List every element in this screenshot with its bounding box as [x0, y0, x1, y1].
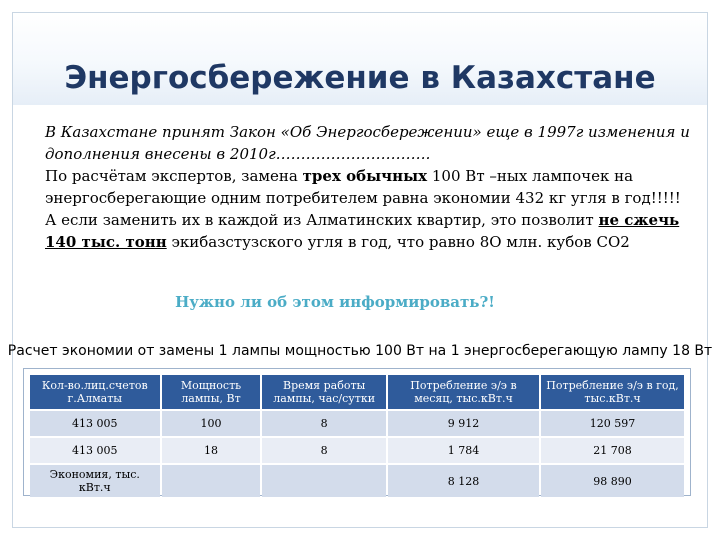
almaty-paragraph	[45, 209, 705, 253]
table-cell: 8	[262, 411, 385, 436]
table-row-total	[30, 465, 684, 497]
question-text: Нужно ли об этом информировать?!	[175, 293, 495, 311]
table-cell: 1 784	[388, 438, 539, 463]
table-cell: 413 005	[30, 438, 160, 463]
table-cell: 18	[162, 438, 261, 463]
law-paragraph: В Казахстане принят Закон «Об Энергосбережении» еще в 1997г изменения и дополнения внесены в 2010г………………………….	[45, 123, 690, 163]
economy-table	[28, 373, 686, 499]
almaty-text-underlined: не сжечь 140 тыс. тонн	[45, 211, 680, 251]
table-cell: 21 708	[541, 438, 684, 463]
header-accounts: Кол-во.лиц.счетов г.Алматы	[30, 375, 160, 409]
experts-text-bold: трех обычных	[302, 167, 428, 185]
experts-paragraph	[45, 165, 705, 209]
header-power: Мощность лампы, Вт	[162, 375, 261, 409]
almaty-text-2: экибазстузского угля в год, что равно 8О млн. кубов СО2	[166, 233, 630, 251]
table-row	[30, 438, 684, 463]
table-cell: 8 128	[388, 465, 539, 497]
header-month: Потребление э/э в месяц, тыс.кВт.ч	[388, 375, 539, 409]
table-cell: 98 890	[541, 465, 684, 497]
header-hours: Время работы лампы, час/сутки	[262, 375, 385, 409]
table-cell	[262, 465, 385, 497]
table-cell: 413 005	[30, 411, 160, 436]
experts-text-2: 100 Вт –ных лампочек на энергосберегающие одним потребителем равна экономии 432 кг угля в год!!!!!	[45, 167, 681, 207]
slide-title: Энергосбережение в Казахстане	[64, 60, 656, 96]
table-cell: 8	[262, 438, 385, 463]
body-text	[45, 121, 705, 253]
experts-text-1: По расчётам экспертов, замена	[45, 167, 303, 185]
table-cell: 9 912	[388, 411, 539, 436]
table-caption: Расчет экономии от замены 1 лампы мощностью 100 Вт на 1 энергосберегающую лампу 18 Вт	[7, 343, 713, 359]
table-cell: 120 597	[541, 411, 684, 436]
table-cell	[162, 465, 261, 497]
table-row	[30, 411, 684, 436]
header-year: Потребление э/э в год, тыс.кВт.ч	[541, 375, 684, 409]
table-header-row	[30, 375, 684, 409]
almaty-text-1: А если заменить их в каждой из Алматинских квартир, это позволит	[45, 211, 599, 229]
economy-table-container	[23, 368, 691, 496]
table-cell: Экономия, тыс. кВт.ч	[30, 465, 160, 497]
table-cell: 100	[162, 411, 261, 436]
